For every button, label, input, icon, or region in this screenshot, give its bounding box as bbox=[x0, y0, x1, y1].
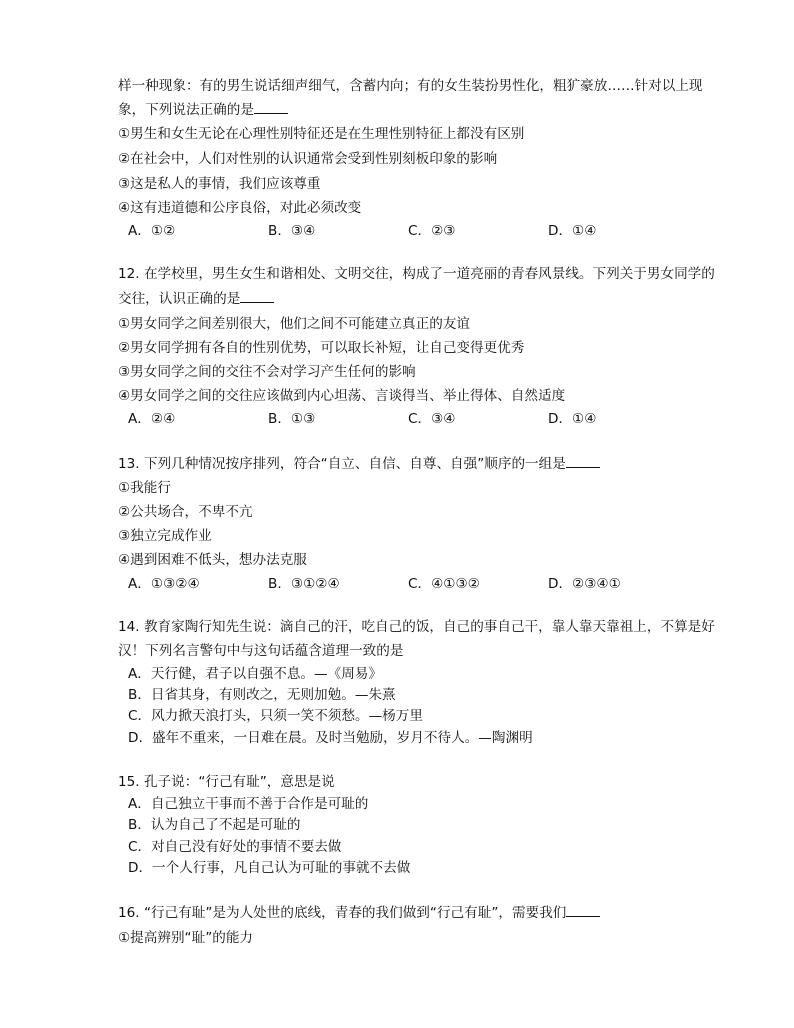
answer-blank bbox=[566, 455, 600, 468]
q13-item-4: ④遇到困难不低头，想办法克服 bbox=[118, 552, 307, 568]
q16-stem: 16. “行己有耻”是为人处世的底线，青春的我们做到“行己有耻”，需要我们 bbox=[118, 904, 600, 922]
q13-option-c: C．④①③② bbox=[408, 576, 480, 592]
q13-stem: 13. 下列几种情况按序排列，符合“自立、自信、自尊、自强”顺序的一组是 bbox=[118, 455, 600, 473]
q12-option-b: B．①③ bbox=[268, 411, 316, 427]
q15-option-c: C．对自己没有好处的事情不要去做 bbox=[128, 839, 342, 855]
q12-stem-line2: 交往，认识正确的是 bbox=[118, 290, 274, 308]
answer-blank bbox=[240, 290, 274, 303]
q12-option-d: D．①④ bbox=[548, 411, 597, 427]
q11-item-2: ②在社会中，人们对性别的认识通常会受到性别刻板印象的影响 bbox=[118, 151, 498, 167]
answer-blank bbox=[566, 904, 600, 917]
q15-option-a: A．自己独立干事而不善于合作是可耻的 bbox=[128, 796, 369, 812]
q13-option-b: B．③①②④ bbox=[268, 576, 340, 592]
q11-stem-line2: 象，下列说法正确的是 bbox=[118, 101, 288, 119]
q14-option-d: D．盛年不重来，一日难在晨。及时当勉励，岁月不待人。—陶渊明 bbox=[128, 730, 533, 746]
q14-stem-line1: 14. 教育家陶行知先生说：滴自己的汗，吃自己的饭，自己的事自己干，靠人靠天靠祖上，不算是好 bbox=[118, 619, 715, 635]
q13-item-1: ①我能行 bbox=[118, 480, 171, 496]
q14-option-b: B．日省其身，有则改之，无则加勉。—朱熹 bbox=[128, 687, 396, 703]
q13-item-2: ②公共场合，不卑不亢 bbox=[118, 504, 253, 520]
q11-option-c: C．②③ bbox=[408, 223, 456, 239]
q11-option-a: A．①② bbox=[128, 223, 176, 239]
q12-item-2: ②男女同学拥有各自的性别优势，可以取长补短，让自己变得更优秀 bbox=[118, 340, 525, 356]
q12-option-c: C．③④ bbox=[408, 411, 456, 427]
q16-item-1: ①提高辨别“耻”的能力 bbox=[118, 930, 254, 946]
q11-option-d: D．①④ bbox=[548, 223, 597, 239]
q15-option-d: D．一个人行事，凡自己认为可耻的事就不去做 bbox=[128, 860, 411, 876]
q14-stem-line2: 汉！下列名言警句中与这句话蕴含道理一致的是 bbox=[118, 643, 404, 659]
q11-item-4: ④这有违道德和公序良俗，对此必须改变 bbox=[118, 200, 362, 216]
q15-option-b: B．认为自己了不起是可耻的 bbox=[128, 817, 301, 833]
q12-item-4: ④男女同学之间的交往应该做到内心坦荡、言谈得当、举止得体、自然适度 bbox=[118, 388, 566, 404]
q14-option-c: C．风力掀天浪打头，只须一笑不须愁。—杨万里 bbox=[128, 708, 423, 724]
q11-option-b: B．③④ bbox=[268, 223, 316, 239]
q15-stem: 15. 孔子说：“行己有耻”，意思是说 bbox=[118, 774, 335, 790]
q11-item-1: ①男生和女生无论在心理性别特征还是在生理性别特征上都没有区别 bbox=[118, 126, 525, 142]
q12-item-3: ③男女同学之间的交往不会对学习产生任何的影响 bbox=[118, 364, 416, 380]
q14-option-a: A．天行健，君子以自强不息。—《周易》 bbox=[128, 666, 382, 682]
q12-item-1: ①男女同学之间差别很大，他们之间不可能建立真正的友谊 bbox=[118, 316, 471, 332]
q11-stem-line1: 样一种现象：有的男生说话细声细气，含蓄内向；有的女生装扮男性化，粗犷豪放……针对以上现 bbox=[118, 78, 703, 94]
answer-blank bbox=[254, 101, 288, 114]
q13-option-d: D．②③④① bbox=[548, 576, 621, 592]
q13-option-a: A．①③②④ bbox=[128, 576, 200, 592]
q13-item-3: ③独立完成作业 bbox=[118, 528, 212, 544]
q12-stem-line1: 12. 在学校里，男生女生和谐相处、文明交往，构成了一道亮丽的青春风景线。下列关于男女同学的 bbox=[118, 266, 715, 282]
q12-option-a: A．②④ bbox=[128, 411, 176, 427]
q11-item-3: ③这是私人的事情，我们应该尊重 bbox=[118, 176, 321, 192]
